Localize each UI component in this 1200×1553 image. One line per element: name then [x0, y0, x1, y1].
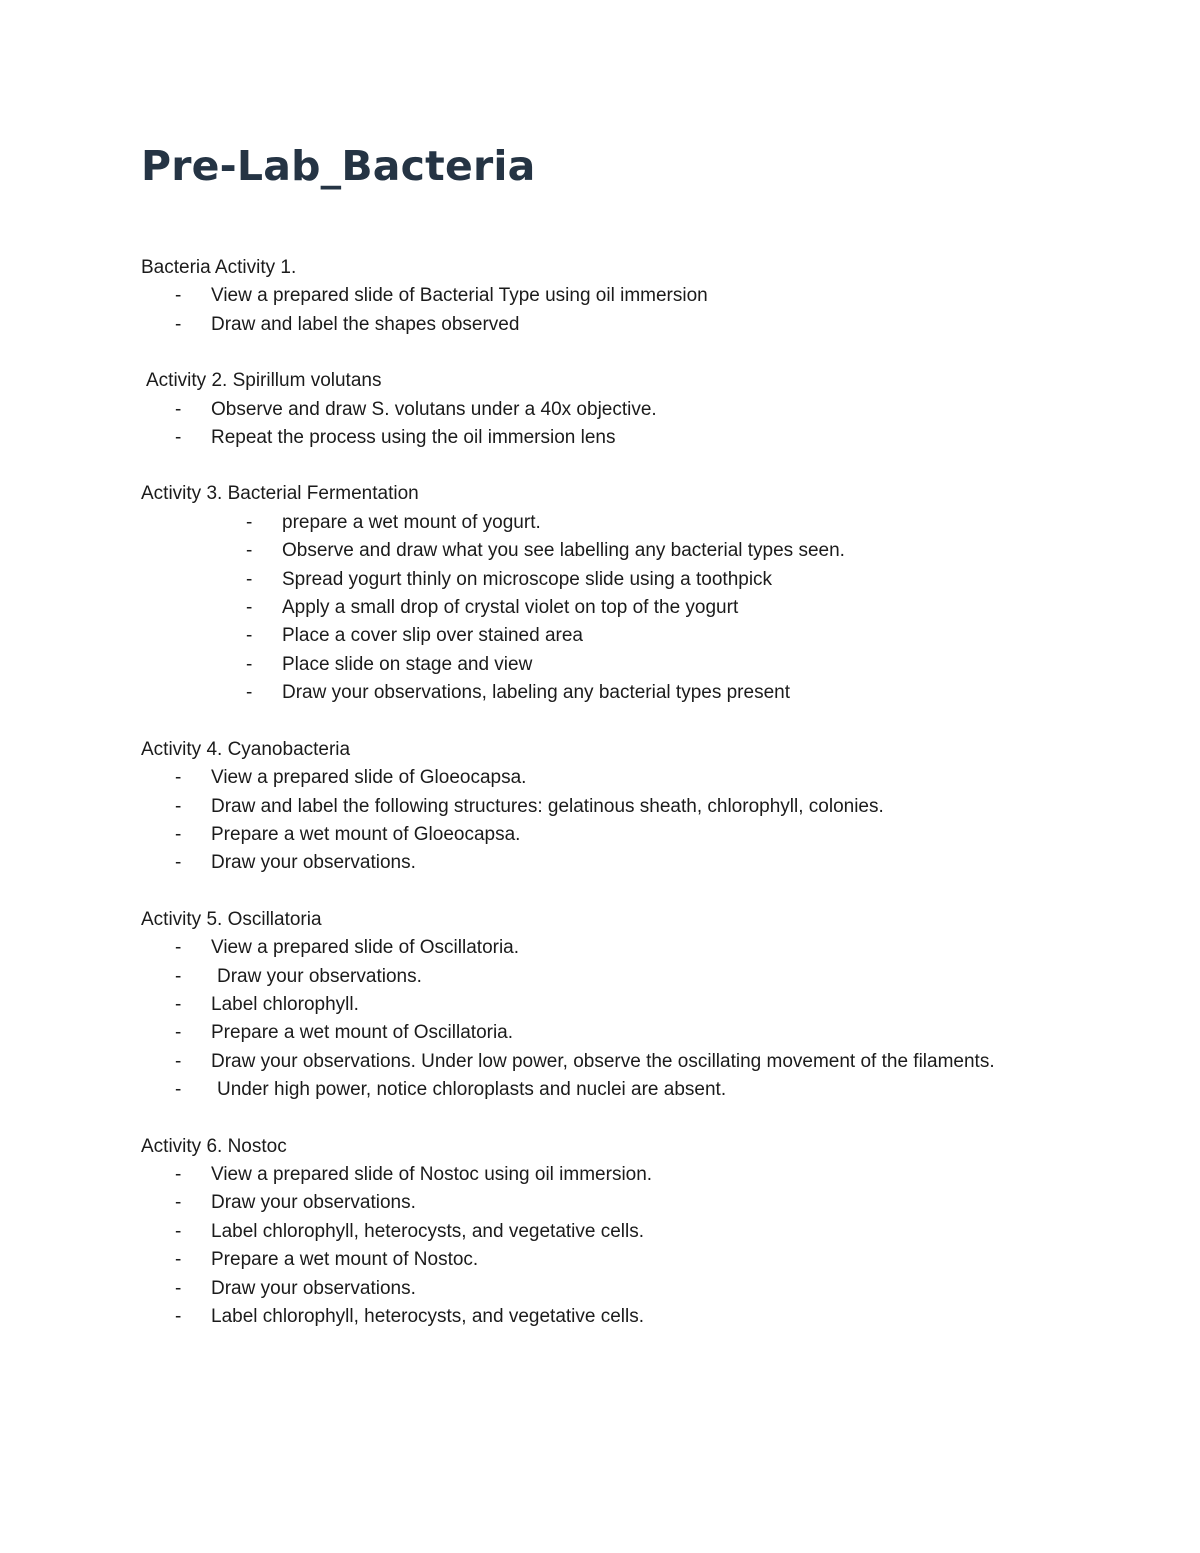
list-item: - Place a cover slip over stained area — [141, 622, 1061, 650]
section-heading: Activity 6. Nostoc — [141, 1135, 287, 1157]
list-item: - Draw your observations. Under low power, observe the oscillating movement of the filaments. — [141, 1048, 1061, 1076]
item-list — [141, 764, 1061, 878]
bullet-dash: - — [246, 653, 253, 675]
list-item: - View a prepared slide of Nostoc using oil immersion. — [141, 1161, 1061, 1189]
document-page — [141, 138, 1061, 1331]
bullet-dash: - — [175, 993, 182, 1015]
bullet-dash: - — [246, 568, 253, 590]
list-item: - Draw your observations. — [141, 849, 1061, 877]
list-item: - prepare a wet mount of yogurt. — [141, 509, 1061, 537]
list-item: - Repeat the process using the oil immersion lens — [141, 424, 1061, 452]
list-item: - Prepare a wet mount of Gloeocapsa. — [141, 821, 1061, 849]
bullet-dash: - — [175, 965, 182, 987]
list-item: - Draw your observations. — [141, 963, 1061, 991]
section-activity-1 — [141, 254, 1061, 339]
list-item: - Label chlorophyll. — [141, 991, 1061, 1019]
list-item: - Under high power, notice chloroplasts and nuclei are absent. — [141, 1076, 1061, 1104]
bullet-dash: - — [175, 767, 182, 789]
bullet-dash: - — [175, 1163, 182, 1185]
bullet-dash: - — [246, 625, 253, 647]
bullet-dash: - — [175, 1192, 182, 1214]
bullet-dash: - — [175, 795, 182, 817]
section-activity-5 — [141, 906, 1061, 1105]
item-list — [141, 396, 1061, 453]
list-item: - Draw and label the following structures: gelatinous sheath, chlorophyll, colonies. — [141, 793, 1061, 821]
item-list — [141, 282, 1061, 339]
section-activity-2 — [141, 367, 1061, 452]
list-item: - Prepare a wet mount of Nostoc. — [141, 1246, 1061, 1274]
section-heading: Activity 3. Bacterial Fermentation — [141, 483, 419, 505]
document-title: Pre-Lab_Bacteria — [141, 142, 536, 190]
section-heading: Activity 2. Spirillum volutans — [146, 370, 382, 392]
list-item: - Prepare a wet mount of Oscillatoria. — [141, 1019, 1061, 1047]
list-item: - Label chlorophyll, heterocysts, and vegetative cells. — [141, 1303, 1061, 1331]
bullet-dash: - — [246, 511, 253, 533]
list-item: - Draw your observations. — [141, 1189, 1061, 1217]
bullet-dash: - — [246, 682, 253, 704]
list-item: - Observe and draw what you see labelling any bacterial types seen. — [141, 537, 1061, 565]
list-item: - Label chlorophyll, heterocysts, and vegetative cells. — [141, 1218, 1061, 1246]
bullet-dash: - — [175, 398, 182, 420]
list-item: - Draw and label the shapes observed — [141, 311, 1061, 339]
item-list — [141, 1161, 1061, 1331]
item-list — [141, 934, 1061, 1104]
section-activity-4 — [141, 736, 1061, 878]
item-list — [141, 509, 1061, 708]
bullet-dash: - — [175, 1220, 182, 1242]
list-item: - Observe and draw S. volutans under a 40x objective. — [141, 396, 1061, 424]
bullet-dash: - — [175, 1022, 182, 1044]
list-item: - Draw your observations. — [141, 1275, 1061, 1303]
list-item: - Draw your observations, labeling any bacterial types present — [141, 679, 1061, 707]
section-heading: Activity 4. Cyanobacteria — [141, 738, 351, 760]
bullet-dash: - — [175, 1050, 182, 1072]
bullet-dash: - — [246, 540, 253, 562]
section-heading: Activity 5. Oscillatoria — [141, 908, 322, 930]
section-activity-3 — [141, 480, 1061, 707]
list-item: - View a prepared slide of Gloeocapsa. — [141, 764, 1061, 792]
bullet-dash: - — [175, 1306, 182, 1327]
list-item: - Apply a small drop of crystal violet on top of the yogurt — [141, 594, 1061, 622]
list-item: - View a prepared slide of Bacterial Type using oil immersion — [141, 282, 1061, 310]
bullet-dash: - — [175, 937, 182, 959]
list-item: - View a prepared slide of Oscillatoria. — [141, 934, 1061, 962]
section-heading: Bacteria Activity 1. — [141, 257, 297, 278]
list-item: - Place slide on stage and view — [141, 651, 1061, 679]
section-activity-6 — [141, 1133, 1061, 1332]
bullet-dash: - — [175, 852, 182, 874]
list-item: - Spread yogurt thinly on microscope slide using a toothpick — [141, 566, 1061, 594]
bullet-dash: - — [246, 597, 253, 619]
bullet-dash: - — [175, 427, 182, 449]
bullet-dash: - — [175, 313, 182, 335]
bullet-dash: - — [175, 1079, 182, 1101]
bullet-dash: - — [175, 1249, 182, 1271]
bullet-dash: - — [175, 285, 182, 307]
bullet-dash: - — [175, 823, 182, 845]
bullet-dash: - — [175, 1277, 182, 1299]
